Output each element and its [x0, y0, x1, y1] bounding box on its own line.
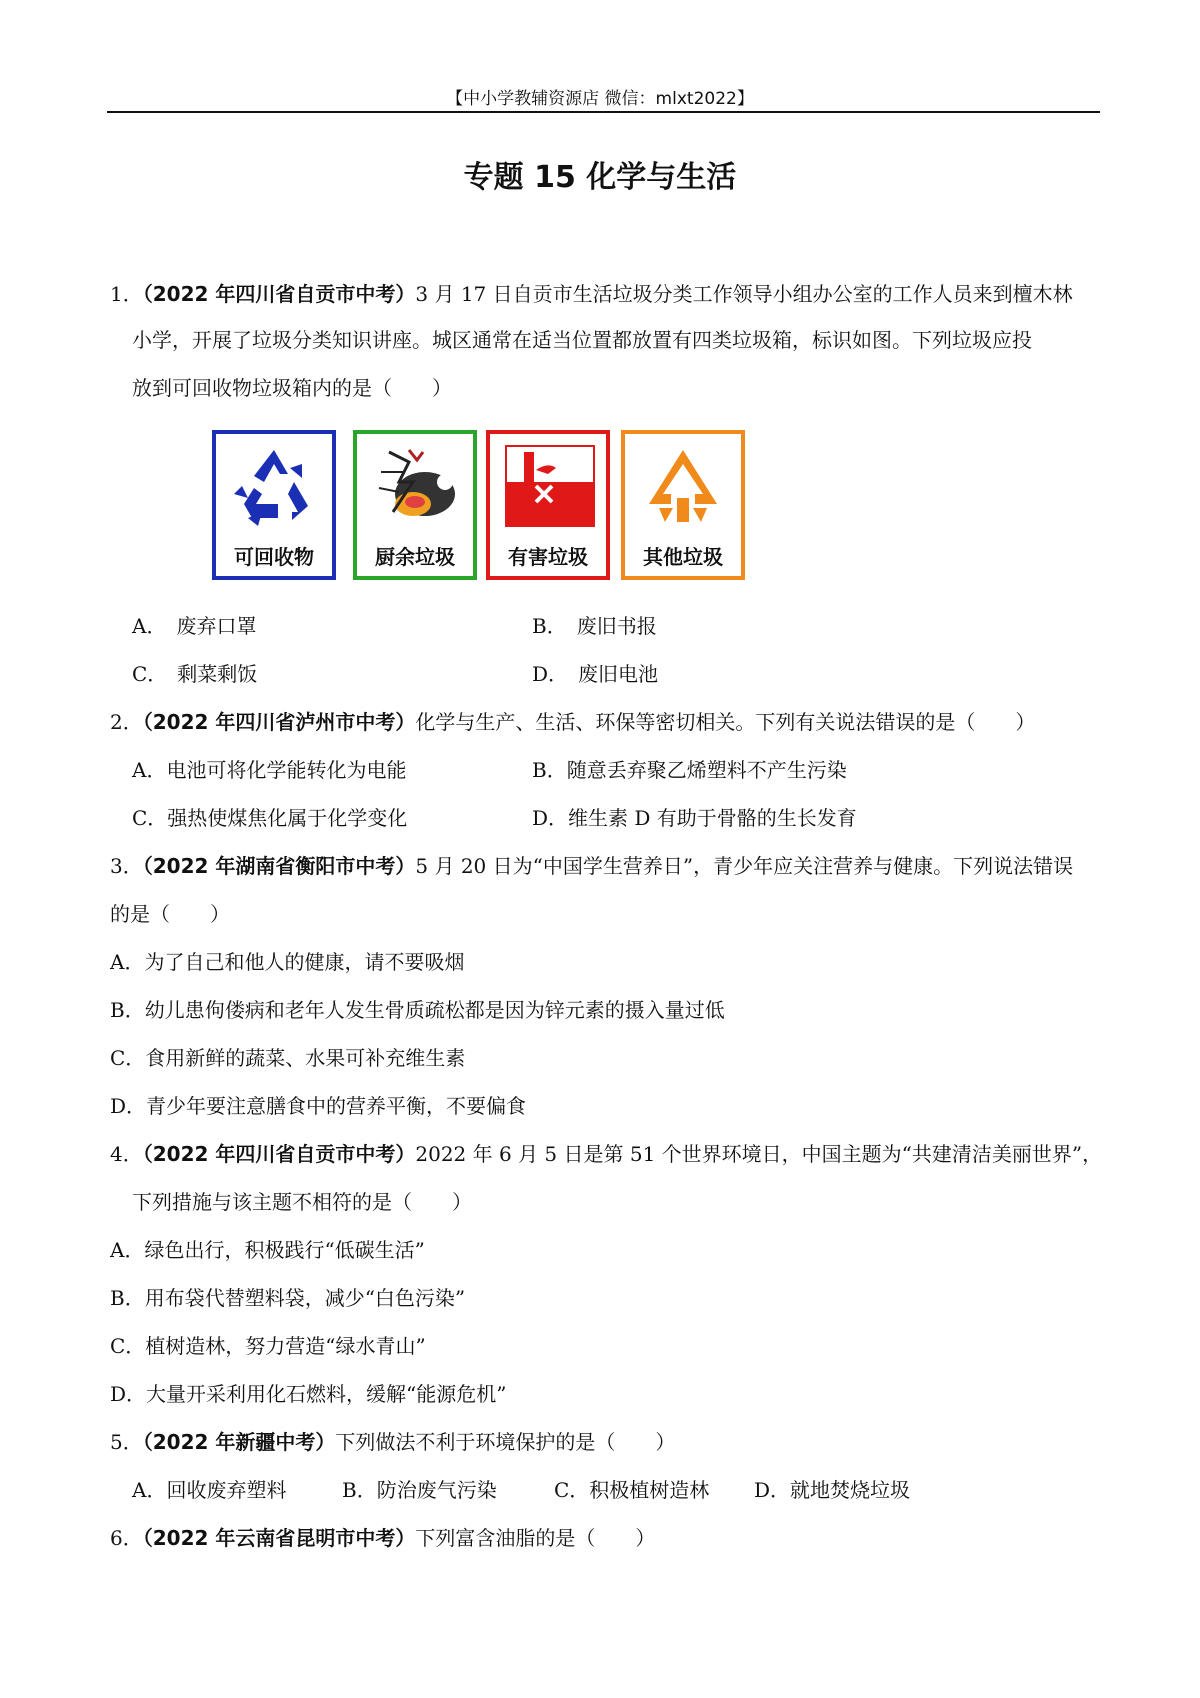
- question-1-line-2: 小学，开展了垃圾分类知识讲座。城区通常在适当位置都放置有四类垃圾箱，标识如图。下列垃圾应投: [132, 328, 1032, 352]
- option-a: A．电池可将化学能转化为电能: [132, 758, 407, 782]
- page-title: 专题 15 化学与生活: [463, 160, 737, 195]
- question-1-line-3: 放到可回收物垃圾箱内的是（ ）: [132, 376, 452, 400]
- question-number: 2．: [110, 710, 143, 734]
- option-b: B．用布袋代替塑料袋，减少“白色污染”: [110, 1286, 466, 1310]
- question-5-line-1: [110, 1430, 675, 1454]
- option-b: B．幼儿患佝偻病和老年人发生骨质疏松都是因为锌元素的摄入量过低: [110, 998, 725, 1022]
- option-d: D．维生素 D 有助于骨骼的生长发育: [532, 806, 857, 830]
- option-a: A．回收废弃塑料: [132, 1478, 287, 1502]
- question-text: 化学与生产、生活、环保等密切相关。下列有关说法错误的是（ ）: [415, 710, 1036, 734]
- option-d: D．大量开采利用化石燃料，缓解“能源危机”: [110, 1382, 507, 1406]
- question-3-line-2: 的是（ ）: [110, 902, 230, 926]
- question-number: 6．: [110, 1526, 143, 1550]
- option-d: D． 废旧电池: [532, 662, 659, 686]
- question-4-line-1: [110, 1142, 1102, 1166]
- question-number: 1．: [110, 282, 143, 306]
- option-b: B．随意丢弃聚乙烯塑料不产生污染: [532, 758, 847, 782]
- question-6-line-1: [110, 1526, 655, 1550]
- question-source: （2022 年云南省昆明市中考）: [142, 1526, 416, 1550]
- option-a: A． 废弃口罩: [132, 614, 257, 638]
- question-source: （2022 年四川省泸州市中考）: [142, 710, 416, 734]
- option-c: C．积极植树造林: [554, 1478, 710, 1502]
- question-text: 下列做法不利于环境保护的是（ ）: [335, 1430, 676, 1454]
- hazardous-icon: [502, 442, 598, 534]
- question-3-line-1: [110, 854, 1073, 878]
- other-waste-icon: [637, 442, 729, 534]
- option-d: D．就地焚烧垃圾: [754, 1478, 911, 1502]
- option-b: B． 废旧书报: [532, 614, 657, 638]
- option-c: C．植树造林，努力营造“绿水青山”: [110, 1334, 426, 1358]
- question-text: 3 月 17 日自贡市生活垃圾分类工作领导小组办公室的工作人员来到檀木林: [415, 282, 1073, 306]
- question-number: 4．: [110, 1142, 143, 1166]
- bin-label: 有害垃圾: [508, 545, 588, 569]
- recyclable-bin-sign: [212, 430, 336, 580]
- question-4-line-2: 下列措施与该主题不相符的是（ ）: [132, 1190, 472, 1214]
- hazardous-waste-bin-sign: [486, 430, 610, 580]
- other-waste-bin-sign: [621, 430, 745, 580]
- question-source: （2022 年湖南省衡阳市中考）: [142, 854, 416, 878]
- question-number: 3．: [110, 854, 143, 878]
- option-d: D．青少年要注意膳食中的营养平衡，不要偏食: [110, 1094, 527, 1118]
- bin-label: 厨余垃圾: [375, 545, 455, 569]
- question-source: （2022 年新疆中考）: [142, 1430, 336, 1454]
- recycle-icon: [228, 442, 320, 534]
- option-c: C． 剩菜剩饭: [132, 662, 258, 686]
- header-divider: [107, 111, 1100, 113]
- option-a: A．绿色出行，积极践行“低碳生活”: [110, 1238, 425, 1262]
- option-c: C．强热使煤焦化属于化学变化: [132, 806, 408, 830]
- question-source: （2022 年四川省自贡市中考）: [142, 282, 416, 306]
- question-2-line-1: [110, 710, 1035, 734]
- bin-label: 其他垃圾: [643, 545, 723, 569]
- food-waste-icon: [369, 442, 469, 534]
- question-text: 下列富含油脂的是（ ）: [415, 1526, 656, 1550]
- kitchen-waste-bin-sign: [353, 430, 477, 580]
- option-a: A．为了自己和他人的健康，请不要吸烟: [110, 950, 465, 974]
- bin-label: 可回收物: [234, 545, 314, 569]
- page-header: 【中小学教辅资源店 微信：mlxt2022】: [446, 89, 754, 109]
- option-c: C．食用新鲜的蔬菜、水果可补充维生素: [110, 1046, 466, 1070]
- question-text: 5 月 20 日为“中国学生营养日”，青少年应关注营养与健康。下列说法错误: [415, 854, 1074, 878]
- question-text: 2022 年 6 月 5 日是第 51 个世界环境日，中国主题为“共建清洁美丽世界”，: [415, 1142, 1103, 1166]
- question-source: （2022 年四川省自贡市中考）: [142, 1142, 416, 1166]
- question-1-line-1: [110, 282, 1073, 306]
- option-b: B．防治废气污染: [342, 1478, 497, 1502]
- question-number: 5．: [110, 1430, 143, 1454]
